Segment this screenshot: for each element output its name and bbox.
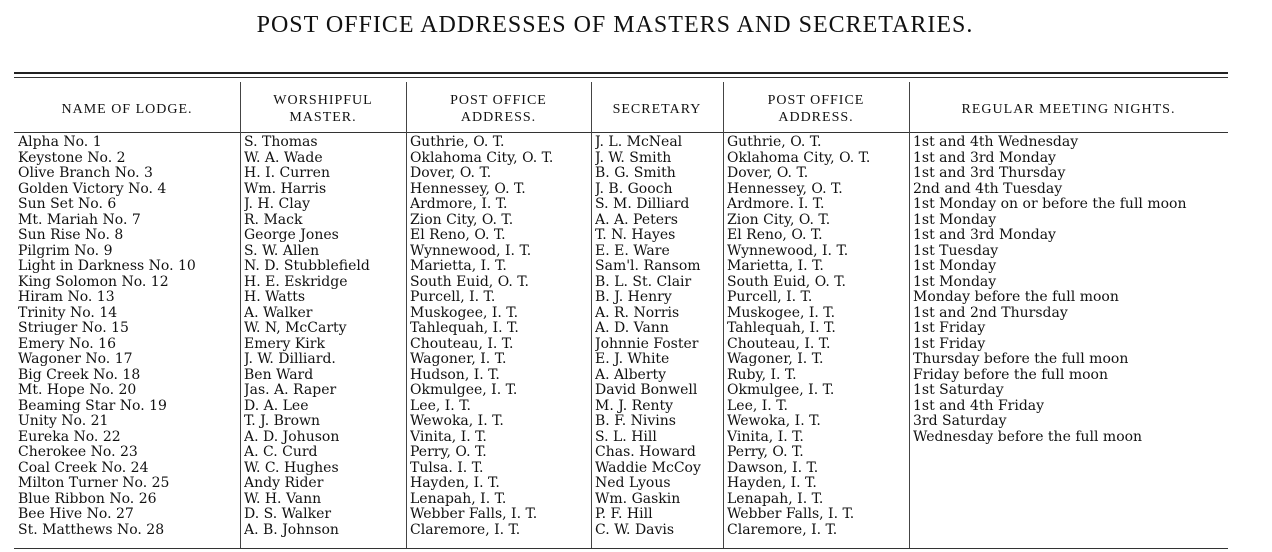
meeting-nights-cell: 3rd Saturday <box>913 414 1007 429</box>
lodge-name-cell: King Solomon No. 12 <box>18 274 169 290</box>
table-row <box>0 445 1230 461</box>
lodge-name-cell: Sun Set No. 6 <box>18 197 117 212</box>
secretary-post-office-cell: Oklahoma City, O. T. <box>727 150 871 166</box>
secretary-name-cell: A. D. Vann <box>595 321 669 336</box>
meeting-nights-cell: 1st and 3rd Monday <box>913 150 1056 166</box>
table-row <box>0 290 1230 306</box>
lodge-name-cell: Mt. Mariah No. 7 <box>18 212 141 228</box>
header-post-line: POST OFFICE <box>767 93 865 108</box>
worshipful-master-cell: A. B. Johnson <box>244 522 339 538</box>
table-row <box>0 321 1230 337</box>
meeting-nights-cell: 2nd and 4th Tuesday <box>913 181 1063 197</box>
secretary-name-cell: J. B. Gooch <box>595 181 673 197</box>
secretary-post-office-cell: Claremore, I. T. <box>727 522 838 538</box>
lodge-name-cell: Coal Creek No. 24 <box>18 460 149 476</box>
header-bottom-rule <box>14 132 1228 133</box>
header-post-office-master <box>406 88 591 130</box>
meeting-nights-cell: 1st Saturday <box>913 383 1004 398</box>
master-post-office-cell: Muskogee, I. T. <box>410 305 519 321</box>
master-post-office-cell: Perry, O. T. <box>410 445 487 460</box>
table-row <box>0 461 1230 477</box>
secretary-post-office-cell: Purcell, I. T. <box>727 290 813 305</box>
lodge-name-cell: Milton Turner No. 25 <box>18 476 170 491</box>
secretary-post-office-cell: Lee, I. T. <box>727 398 788 414</box>
lodge-name-cell: Bee Hive No. 27 <box>18 507 134 522</box>
header-master-line: WORSHIPFUL <box>273 93 373 108</box>
header-post-line: ADDRESS. <box>460 110 537 125</box>
worshipful-master-cell: A. D. Johuson <box>244 429 340 445</box>
lodge-name-cell: Hiram No. 13 <box>18 290 115 305</box>
lodge-name-cell: Trinity No. 14 <box>18 305 118 321</box>
secretary-post-office-cell: Marietta, I. T. <box>727 259 824 274</box>
page-title: POST OFFICE ADDRESSES OF MASTERS AND SECRETARIES. <box>256 12 974 38</box>
header-post-line: POST OFFICE <box>450 93 547 108</box>
worshipful-master-cell: Andy Rider <box>244 476 324 491</box>
secretary-post-office-cell: Wagoner, I. T. <box>727 352 824 367</box>
table-row <box>0 337 1230 353</box>
secretary-name-cell: E. E. Ware <box>595 243 670 259</box>
secretary-name-cell: Sam'l. Ransom <box>595 259 701 274</box>
worshipful-master-cell: J. H. Clay <box>244 197 310 212</box>
worshipful-master-cell: Ben Ward <box>244 367 314 383</box>
lodge-name-cell: Emery No. 16 <box>18 336 116 352</box>
master-post-office-cell: South Euid, O. T. <box>410 274 529 290</box>
master-post-office-cell: Claremore, I. T. <box>410 522 521 538</box>
header-secretary <box>591 88 723 130</box>
header-secretary-line: SECRETARY <box>612 101 702 117</box>
secretary-name-cell: S. M. Dilliard <box>595 197 690 212</box>
worshipful-master-cell: Emery Kirk <box>244 336 325 352</box>
secretary-name-cell: M. J. Renty <box>595 398 674 414</box>
table-row <box>0 197 1230 213</box>
lodge-name-cell: Alpha No. 1 <box>18 135 102 150</box>
worshipful-master-cell: S. W. Allen <box>244 243 320 259</box>
bottom-rule <box>14 548 1228 549</box>
header-master <box>240 88 406 130</box>
master-post-office-cell: Wagoner, I. T. <box>410 352 507 367</box>
table-row <box>0 352 1230 368</box>
secretary-post-office-cell: Chouteau, I. T. <box>727 336 831 352</box>
meeting-nights-cell: 1st and 4th Friday <box>913 398 1045 414</box>
header-meeting-line: REGULAR MEETING NIGHTS. <box>961 101 1176 117</box>
lodge-name-cell: Eureka No. 22 <box>18 429 121 445</box>
worshipful-master-cell: D. A. Lee <box>244 398 309 414</box>
meeting-nights-cell: 1st and 3rd Monday <box>913 228 1056 243</box>
meeting-nights-cell: 1st Monday <box>913 259 997 274</box>
table-row <box>0 430 1230 446</box>
meeting-nights-cell: Friday before the full moon <box>913 367 1108 383</box>
secretary-name-cell: Wm. Gaskin <box>595 491 681 507</box>
lodge-name-cell: Unity No. 21 <box>18 414 109 429</box>
master-post-office-cell: Zion City, O. T. <box>410 212 514 228</box>
master-post-office-cell: Marietta, I. T. <box>410 259 507 274</box>
master-post-office-cell: Okmulgee, I. T. <box>410 383 518 398</box>
table-row <box>0 228 1230 244</box>
worshipful-master-cell: R. Mack <box>244 212 303 228</box>
meeting-nights-cell: Wednesday before the full moon <box>913 429 1143 445</box>
worshipful-master-cell: D. S. Walker <box>244 507 332 522</box>
secretary-post-office-cell: Vinita, I. T. <box>727 429 804 445</box>
master-post-office-cell: Lee, I. T. <box>410 398 471 414</box>
lodge-name-cell: Beaming Star No. 19 <box>18 398 167 414</box>
master-post-office-cell: Ardmore, I. T. <box>410 197 508 212</box>
secretary-name-cell: David Bonwell <box>595 383 698 398</box>
worshipful-master-cell: W. N, McCarty <box>244 321 347 336</box>
secretary-name-cell: B. L. St. Clair <box>595 274 692 290</box>
top-rule-inner <box>14 77 1228 78</box>
master-post-office-cell: Oklahoma City, O. T. <box>410 150 554 166</box>
lodge-name-cell: Keystone No. 2 <box>18 150 126 166</box>
master-post-office-cell: Dover, O. T. <box>410 166 492 181</box>
header-post-office-secretary <box>723 88 909 130</box>
lodge-name-cell: Striuger No. 15 <box>18 321 129 336</box>
secretary-post-office-cell: Wewoka, I. T. <box>727 414 821 429</box>
secretary-name-cell: J. L. McNeal <box>595 135 683 150</box>
secretary-name-cell: B. J. Henry <box>595 290 672 305</box>
secretary-name-cell: Johnnie Foster <box>595 336 699 352</box>
table-row <box>0 259 1230 275</box>
lodge-name-cell: Golden Victory No. 4 <box>18 181 167 197</box>
secretary-post-office-cell: South Euid, O. T. <box>727 274 846 290</box>
meeting-nights-cell: 1st Monday <box>913 274 997 290</box>
secretary-name-cell: A. Alberty <box>595 367 667 383</box>
secretary-post-office-cell: Tahlequah, I. T. <box>727 321 836 336</box>
master-post-office-cell: Tahlequah, I. T. <box>410 321 519 336</box>
meeting-nights-cell: 1st Friday <box>913 321 986 336</box>
secretary-post-office-cell: Webber Falls, I. T. <box>727 507 855 522</box>
master-post-office-cell: El Reno, O. T. <box>410 228 506 243</box>
lodge-name-cell: Blue Ribbon No. 26 <box>18 491 157 507</box>
meeting-nights-cell: 1st Monday <box>913 212 997 228</box>
table-row <box>0 492 1230 508</box>
master-post-office-cell: Hudson, I. T. <box>410 367 500 383</box>
worshipful-master-cell: W. C. Hughes <box>244 460 339 476</box>
master-post-office-cell: Tulsa. I. T. <box>410 460 484 476</box>
master-post-office-cell: Hennessey, O. T. <box>410 181 526 197</box>
secretary-name-cell: C. W. Davis <box>595 522 675 538</box>
meeting-nights-cell: Monday before the full moon <box>913 290 1119 305</box>
master-post-office-cell: Lenapah, I. T. <box>410 491 507 507</box>
table-row <box>0 507 1230 523</box>
secretary-post-office-cell: Lenapah, I. T. <box>727 491 824 507</box>
table-row <box>0 135 1230 151</box>
master-post-office-cell: Vinita, I. T. <box>410 429 487 445</box>
secretary-name-cell: A. A. Peters <box>595 212 678 228</box>
table-row <box>0 182 1230 198</box>
secretary-post-office-cell: Ruby, I. T. <box>727 367 797 383</box>
secretary-post-office-cell: Hayden, I. T. <box>727 476 817 491</box>
secretary-name-cell: Ned Lyous <box>595 476 671 491</box>
header-lodge-line: NAME OF LODGE. <box>61 101 193 117</box>
master-post-office-cell: Guthrie, O. T. <box>410 135 505 150</box>
meeting-nights-cell: 1st Friday <box>913 336 986 352</box>
meeting-nights-cell: 1st and 4th Wednesday <box>913 135 1079 150</box>
secretary-post-office-cell: Wynnewood, I. T. <box>727 243 849 259</box>
table-row <box>0 399 1230 415</box>
master-post-office-cell: Wewoka, I. T. <box>410 414 504 429</box>
secretary-post-office-cell: Perry, O. T. <box>727 445 804 460</box>
lodge-name-cell: Wagoner No. 17 <box>18 352 133 367</box>
secretary-name-cell: S. L. Hill <box>595 429 657 445</box>
table-row <box>0 368 1230 384</box>
worshipful-master-cell: S. Thomas <box>244 135 318 150</box>
secretary-name-cell: B. G. Smith <box>595 166 676 181</box>
secretary-name-cell: A. R. Norris <box>595 305 680 321</box>
table-row <box>0 213 1230 229</box>
secretary-name-cell: P. F. Hill <box>595 507 653 522</box>
secretary-post-office-cell: Guthrie, O. T. <box>727 135 822 150</box>
master-post-office-cell: Chouteau, I. T. <box>410 336 514 352</box>
table-row <box>0 166 1230 182</box>
secretary-name-cell: J. W. Smith <box>595 150 672 166</box>
table-row <box>0 414 1230 430</box>
table-row <box>0 275 1230 291</box>
table-row <box>0 383 1230 399</box>
worshipful-master-cell: H. E. Eskridge <box>244 274 348 290</box>
lodge-name-cell: Sun Rise No. 8 <box>18 228 124 243</box>
master-post-office-cell: Webber Falls, I. T. <box>410 507 538 522</box>
secretary-post-office-cell: Zion City, O. T. <box>727 212 831 228</box>
table-row <box>0 476 1230 492</box>
secretary-post-office-cell: Muskogee, I. T. <box>727 305 836 321</box>
worshipful-master-cell: Wm. Harris <box>244 181 327 197</box>
table-row <box>0 523 1230 539</box>
meeting-nights-cell: 1st Monday on or before the full moon <box>913 197 1187 212</box>
lodge-name-cell: Mt. Hope No. 20 <box>18 383 137 398</box>
secretary-post-office-cell: Hennessey, O. T. <box>727 181 843 197</box>
secretary-name-cell: Chas. Howard <box>595 445 696 460</box>
master-post-office-cell: Wynnewood, I. T. <box>410 243 532 259</box>
lodge-name-cell: Big Creek No. 18 <box>18 367 141 383</box>
meeting-nights-cell: 1st and 2nd Thursday <box>913 305 1068 321</box>
worshipful-master-cell: H. Watts <box>244 290 306 305</box>
meeting-nights-cell: 1st Tuesday <box>913 243 999 259</box>
header-meeting-nights <box>909 88 1228 130</box>
worshipful-master-cell: H. I. Curren <box>244 166 330 181</box>
worshipful-master-cell: A. Walker <box>244 305 313 321</box>
master-post-office-cell: Hayden, I. T. <box>410 476 500 491</box>
top-rule <box>14 72 1228 74</box>
header-master-line: MASTER. <box>289 110 357 125</box>
secretary-name-cell: B. F. Nivins <box>595 414 676 429</box>
worshipful-master-cell: J. W. Dilliard. <box>244 352 336 367</box>
secretary-post-office-cell: El Reno, O. T. <box>727 228 823 243</box>
worshipful-master-cell: Jas. A. Raper <box>244 383 337 398</box>
worshipful-master-cell: W. A. Wade <box>244 150 323 166</box>
lodge-name-cell: Cherokee No. 23 <box>18 445 138 460</box>
worshipful-master-cell: T. J. Brown <box>244 414 321 429</box>
table-row <box>0 151 1230 167</box>
secretary-post-office-cell: Okmulgee, I. T. <box>727 383 835 398</box>
worshipful-master-cell: N. D. Stubblefield <box>244 259 370 274</box>
secretary-name-cell: T. N. Hayes <box>595 228 676 243</box>
lodge-name-cell: Light in Darkness No. 10 <box>18 259 196 274</box>
header-lodge <box>14 88 240 130</box>
lodge-name-cell: St. Matthews No. 28 <box>18 522 165 538</box>
lodge-name-cell: Pilgrim No. 9 <box>18 243 113 259</box>
worshipful-master-cell: George Jones <box>244 228 339 243</box>
secretary-name-cell: Waddie McCoy <box>595 460 701 476</box>
table-row <box>0 244 1230 260</box>
lodge-name-cell: Olive Branch No. 3 <box>18 166 153 181</box>
worshipful-master-cell: W. H. Vann <box>244 491 322 507</box>
meeting-nights-cell: 1st and 3rd Thursday <box>913 166 1066 181</box>
worshipful-master-cell: A. C. Curd <box>244 445 318 460</box>
secretary-post-office-cell: Dawson, I. T. <box>727 460 819 476</box>
secretary-post-office-cell: Ardmore. I. T. <box>727 197 825 212</box>
header-post-line: ADDRESS. <box>778 110 854 125</box>
secretary-name-cell: E. J. White <box>595 352 670 367</box>
master-post-office-cell: Purcell, I. T. <box>410 290 496 305</box>
table-row <box>0 306 1230 322</box>
secretary-post-office-cell: Dover, O. T. <box>727 166 809 181</box>
meeting-nights-cell: Thursday before the full moon <box>913 352 1129 367</box>
